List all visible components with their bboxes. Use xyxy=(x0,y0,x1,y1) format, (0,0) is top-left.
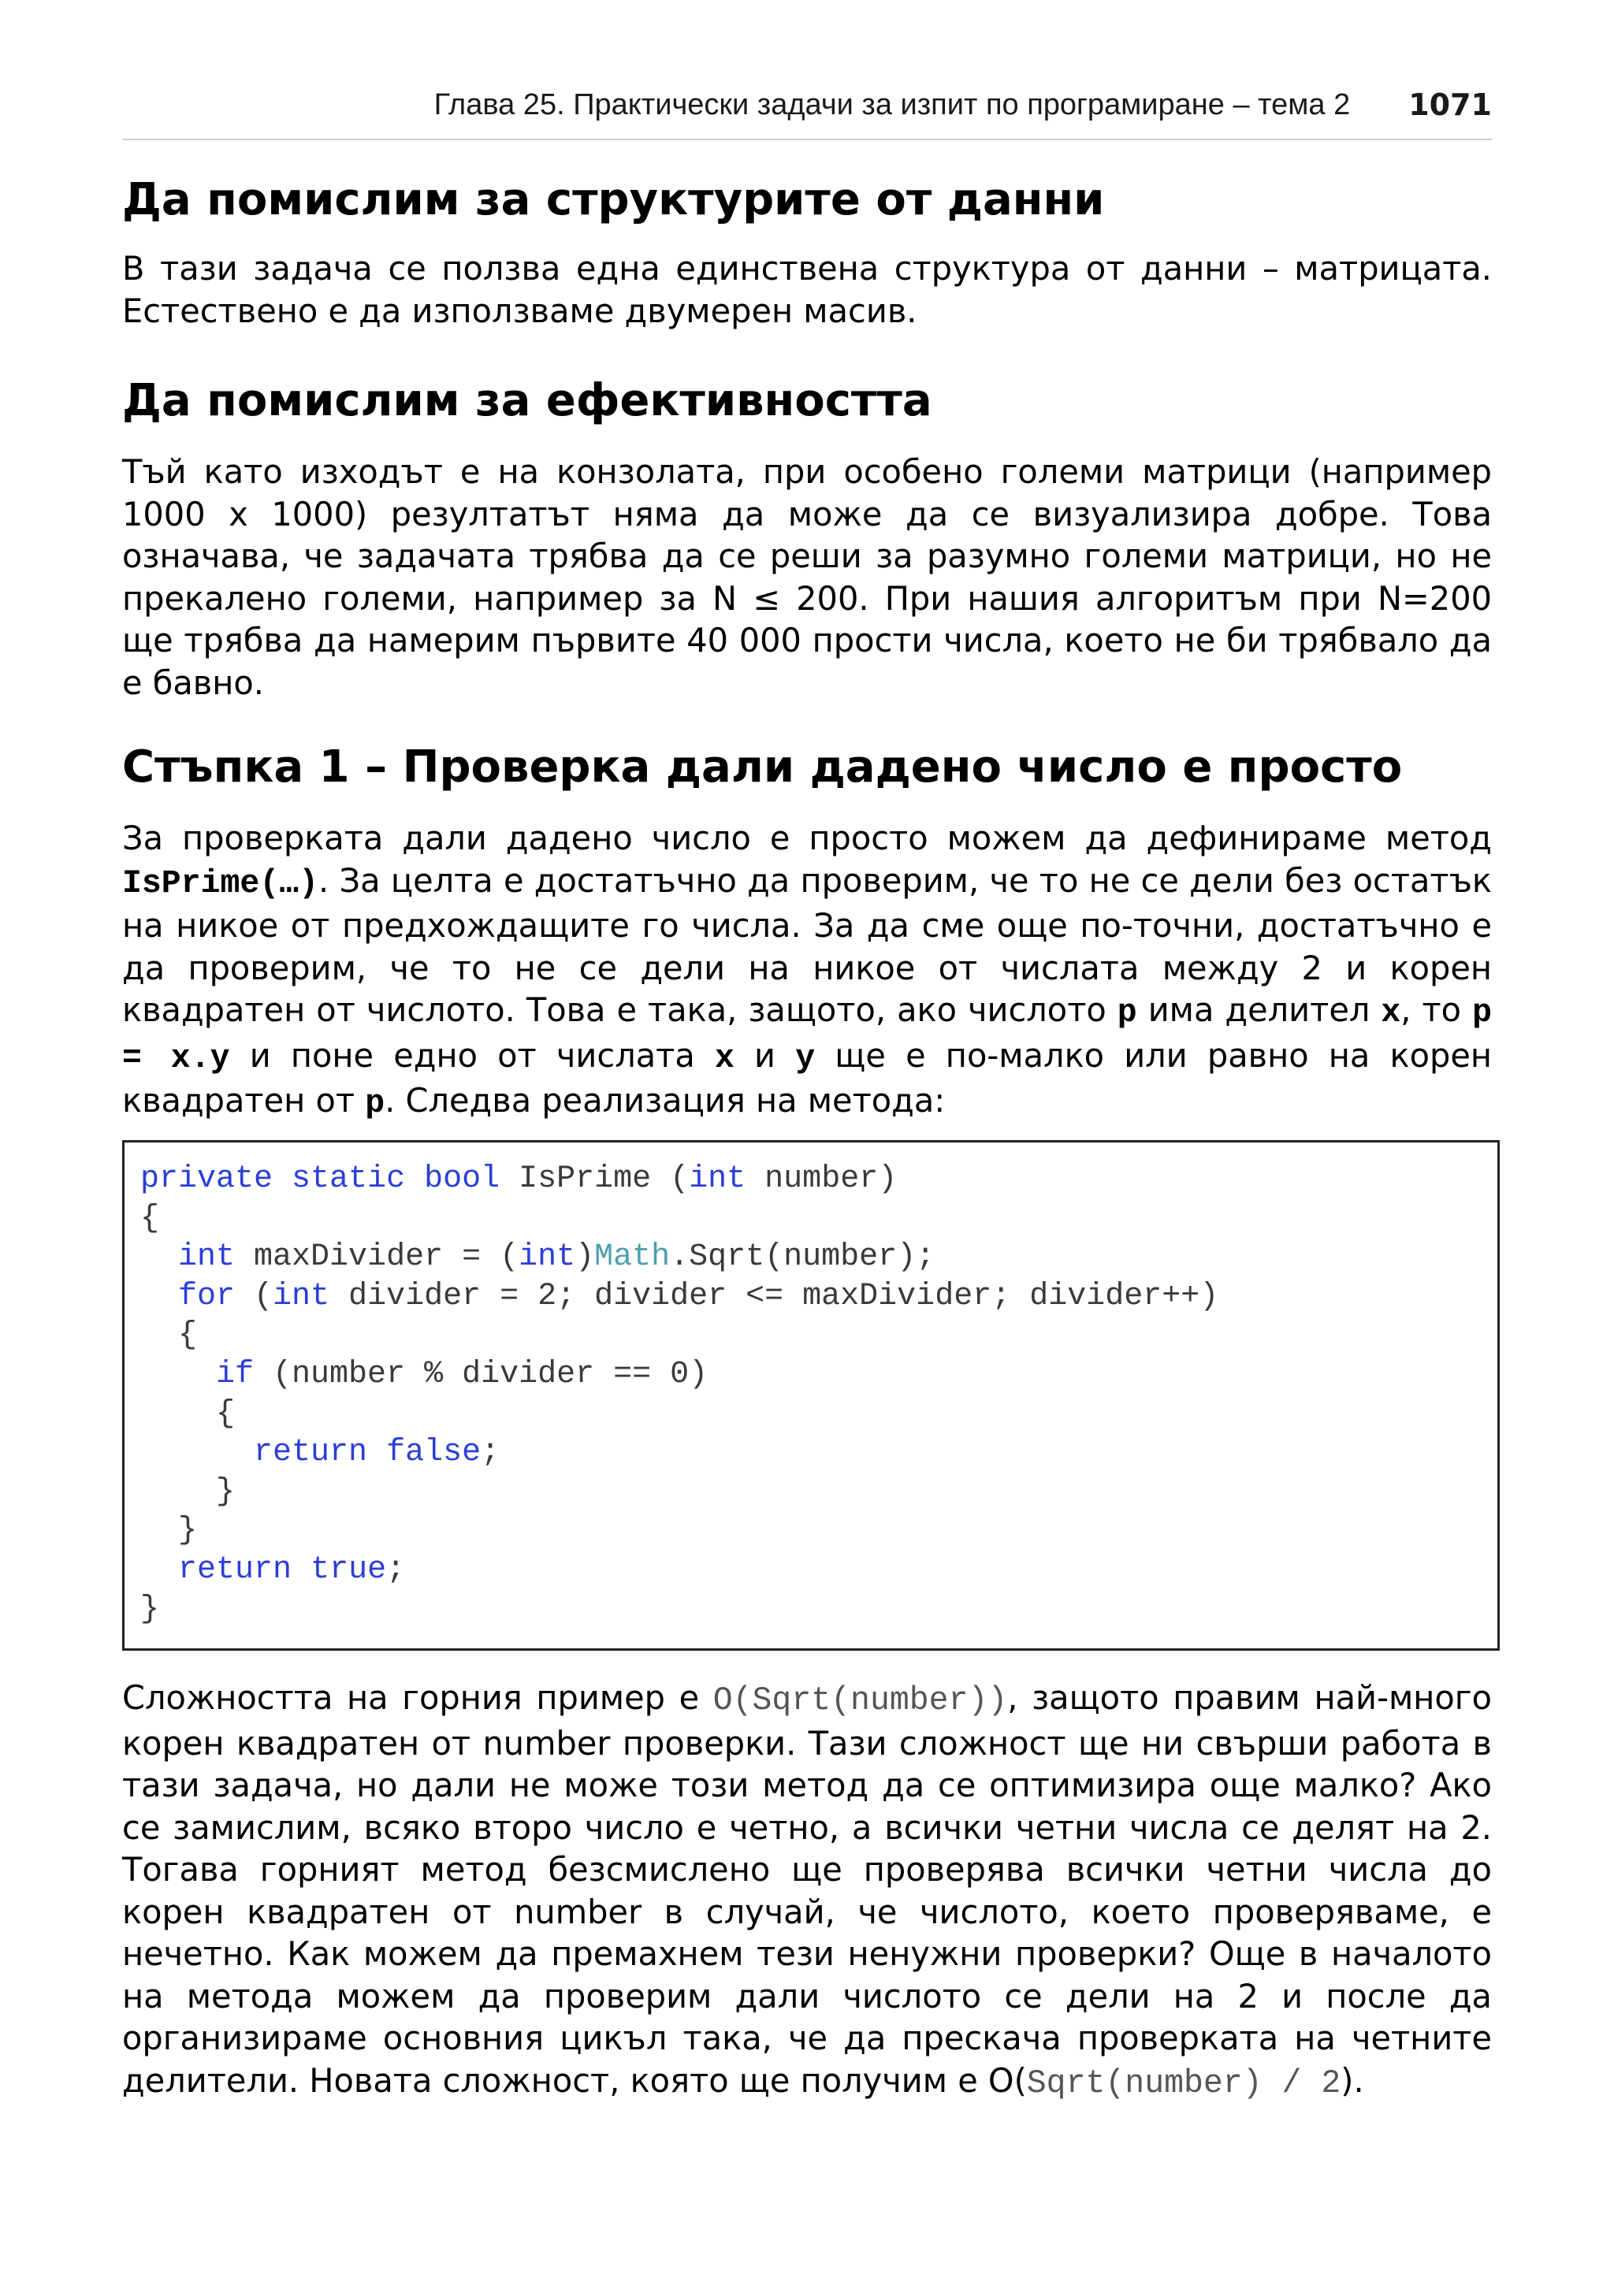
running-header xyxy=(122,81,1492,128)
inline-code-var: x xyxy=(714,1039,734,1077)
code-text: ; xyxy=(386,1551,406,1588)
code-indent xyxy=(140,1279,178,1314)
code-keyword: true xyxy=(311,1551,387,1588)
code-text: divider = 2; divider <= maxDivider; divider++) xyxy=(329,1278,1219,1314)
header-divider xyxy=(122,139,1492,140)
code-text xyxy=(405,1161,424,1197)
code-line xyxy=(140,1199,1482,1239)
code-indent xyxy=(140,1552,178,1588)
complexity-paragraph xyxy=(122,1677,1492,2105)
code-listing xyxy=(122,1140,1500,1651)
text-run: , защото правим най-много корен квадратен от number проверки. Тази сложност ще ни свърши работа в тази задача, но дали не може този метод да се оптимизира още малко? Ако се замислим, всяко второ число е четно, а всички четни числа се делят на 2. Тогава горният метод безсмислено ще проверява всички четни числа до корен квадратен от number в случай, че числото, което проверяваме, е нечетно. Как можем да премахнем тези ненужни проверки? Още в началото на метода можем да проверим дали числото се дели на 2 и после да организираме основния цикъл така, че да прескача проверката на четните делители. Новата сложност, която ще получим е O( xyxy=(122,1678,1492,2100)
code-text: ; xyxy=(481,1435,500,1471)
section-paragraph-data-structures: В тази задача се ползва една единствена структура от данни – матрицата. Естествено е да използваме двумерен масив. xyxy=(122,249,1492,330)
text-run: Сложността на горния пример е xyxy=(122,1678,713,1717)
section-paragraph-step-1 xyxy=(122,817,1492,1125)
code-indent xyxy=(140,1513,178,1548)
code-keyword: int xyxy=(273,1278,330,1314)
code-text xyxy=(367,1435,386,1470)
section-heading-step-1: Стъпка 1 – Проверка дали дадено число е просто xyxy=(122,741,1403,793)
text-run: и xyxy=(734,1035,796,1075)
code-line xyxy=(140,1590,1482,1629)
code-keyword: static xyxy=(292,1161,406,1197)
code-text: } xyxy=(140,1591,160,1627)
code-indent xyxy=(140,1317,178,1353)
text-run: и поне едно от числата xyxy=(229,1035,715,1075)
chapter-title: Глава 25. Практически задачи за изпит по програмиране – тема 2 xyxy=(433,87,1351,121)
inline-code-new-complexity: Sqrt(number) / 2 xyxy=(1026,2064,1341,2102)
code-text: (number % divider == 0) xyxy=(254,1356,708,1392)
code-text: ) xyxy=(575,1239,595,1276)
inline-code-isprime: IsPrime(…) xyxy=(122,864,319,902)
code-text: { xyxy=(140,1200,160,1236)
code-keyword: false xyxy=(386,1435,482,1471)
code-keyword: for xyxy=(178,1278,236,1314)
text-run: За проверката дали дадено число е просто можем да дефинираме метод xyxy=(122,819,1492,857)
code-keyword: return xyxy=(254,1435,368,1471)
inline-code-complexity: O(Sqrt(number)) xyxy=(712,1682,1008,1719)
code-line xyxy=(140,1160,1482,1199)
code-indent xyxy=(140,1239,178,1275)
code-text: .Sqrt(number); xyxy=(670,1239,935,1276)
code-keyword: private xyxy=(140,1161,273,1197)
inline-code-var: x xyxy=(1381,994,1401,1031)
code-keyword: if xyxy=(216,1356,255,1392)
code-text: { xyxy=(216,1395,236,1432)
code-text xyxy=(273,1161,292,1197)
code-text: maxDivider = ( xyxy=(235,1239,519,1276)
code-indent xyxy=(140,1474,216,1510)
text-run: ). xyxy=(1341,2060,1364,2100)
code-text: { xyxy=(178,1317,198,1354)
code-text: } xyxy=(216,1473,236,1510)
code-indent xyxy=(140,1435,254,1470)
code-keyword: return xyxy=(178,1551,292,1588)
code-text: } xyxy=(178,1513,198,1549)
section-paragraph-efficiency: Тъй като изходът е на конзолата, при особено големи матрици (например 1000 x 1000) резултатът няма да може да се визуализира добре. Това означава, че задачата трябва да се реши за разумно големи матрици, но не прекалено големи, например за N ≤ 200. При нашия алгоритъм при N=200 ще трябва да намерим първите 40 000 прости числа, което не би трябвало да е бавно. xyxy=(122,452,1492,702)
page-number: 1071 xyxy=(1408,87,1492,122)
code-keyword: bool xyxy=(424,1161,500,1197)
code-line xyxy=(140,1238,1482,1277)
text-run: . За целта е достатъчно да проверим, че то не се дели без остатък на никое от предхождащите го числа. За да сме още по-точни, достатъчно е да проверим, че то не се дели на никое от числата между 2 и корен квадратен от числото. Това е така, защото, ако числото xyxy=(122,860,1492,1029)
code-keyword: int xyxy=(689,1161,746,1197)
section-heading-data-structures: Да помислим за структурите от данни xyxy=(122,174,1105,225)
code-line xyxy=(140,1277,1482,1317)
text-run: ще е по-малко или равно на корен квадратен от xyxy=(122,1035,1492,1120)
code-indent xyxy=(140,1357,216,1392)
code-text: number) xyxy=(746,1161,898,1197)
code-text xyxy=(292,1552,311,1588)
code-type: Math xyxy=(594,1239,671,1276)
code-line xyxy=(140,1433,1482,1473)
code-keyword: int xyxy=(178,1239,236,1276)
text-run: има делител xyxy=(1136,990,1382,1029)
code-line xyxy=(140,1395,1482,1434)
text-run: , то xyxy=(1400,990,1473,1029)
code-text: IsPrime ( xyxy=(500,1161,690,1197)
section-heading-efficiency: Да помислим за ефективността xyxy=(122,375,932,426)
code-line xyxy=(140,1355,1482,1395)
code-keyword: int xyxy=(519,1239,576,1276)
inline-code-expression: p = x.y xyxy=(122,994,1492,1077)
code-line xyxy=(140,1316,1482,1355)
code-line xyxy=(140,1473,1482,1512)
inline-code-var: p xyxy=(1117,994,1137,1031)
inline-code-var: p xyxy=(365,1085,385,1122)
code-line xyxy=(140,1511,1482,1551)
inline-code-var: y xyxy=(795,1039,816,1077)
text-run: . Следва реализация на метода: xyxy=(385,1081,946,1120)
code-line xyxy=(140,1551,1482,1590)
code-text: ( xyxy=(235,1278,273,1314)
code-indent xyxy=(140,1396,216,1432)
